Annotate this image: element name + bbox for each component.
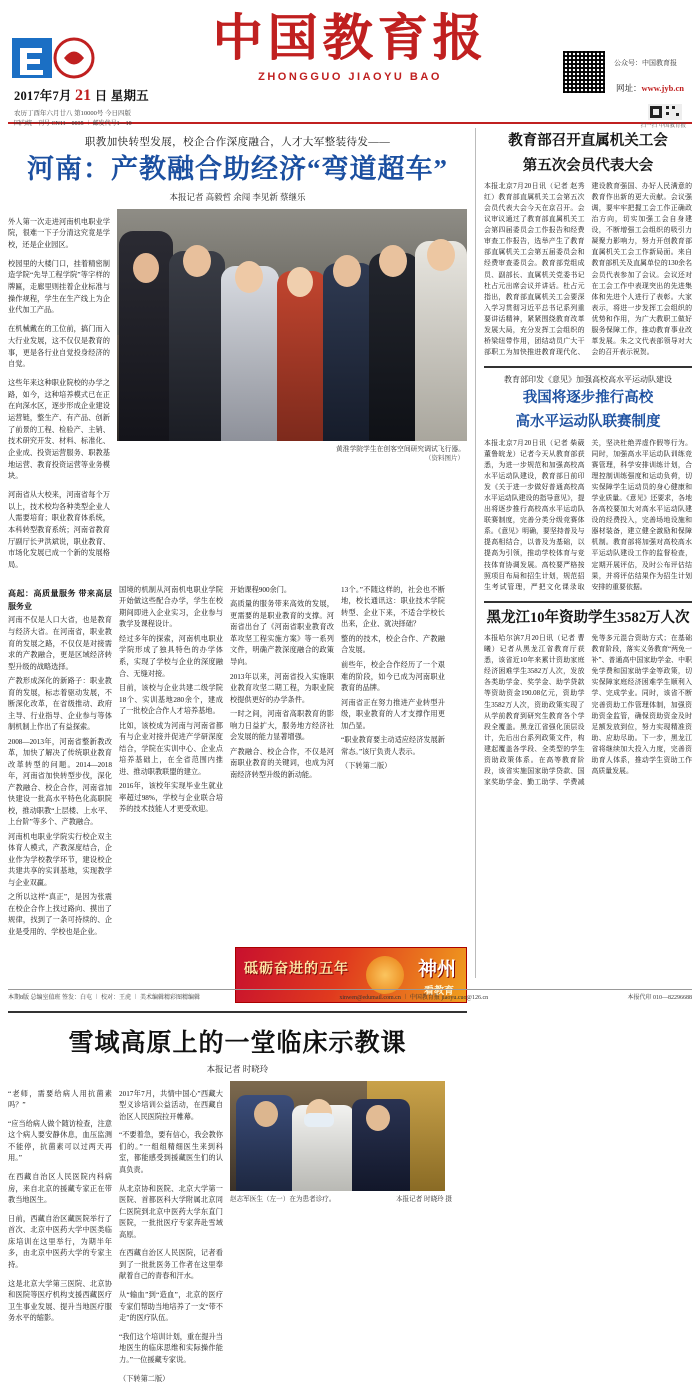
lead-photo-box — [117, 209, 467, 579]
sub-para: “职业教育要主动适应经济发展新常态。”该厅负责人表示。 — [341, 736, 445, 756]
issue-date-block — [14, 84, 164, 119]
right-divider-2 — [484, 601, 692, 603]
sub-para: 2008—2013年，河南省整新教改革，加快了解决了传统职业教育改革转型的问题。2014—2018年，河南省加快转型步伐，深化产教融合、校企合作，河南省加快建设一批高水平特色化高职院校，推动职教“上层楼、上水平、上台阶”等多个、产教融合。 — [8, 737, 112, 827]
sec-para: “老师，需要给病人用抗菌素吗？” — [8, 1089, 112, 1110]
lead-para: 外人第一次走进河南机电职业学院，很难一下子分清这究竟是学校，还是企业园区。 — [8, 217, 110, 249]
secondary-photo-box — [230, 1081, 452, 1392]
sub-para: 前些年，校企合作经历了一个艰难的阶段，如今已成为河南职业教育的品牌。 — [341, 660, 445, 693]
sub-para: 高质量的服务带来高效的发展，更需要的是职业教育的支撑。河南省出台了《河南省职业教育改革攻坚工程实施方案》等一系列文件，明确产教深度融合的政策导向。 — [230, 600, 334, 666]
secondary-body — [8, 1081, 467, 1392]
sec-para: 在西藏自治区人民医院内科病房，来自北京的援藏专家正在带教当地医生。 — [8, 1173, 112, 1205]
sub-para: 13个。”不随这样的，社会也不断地，校长通讯这：职业技术学院转型、企业下来，不适合学校长出来，企业、就决择础？ — [341, 585, 445, 629]
sec-para: “应当给病人做个随访检查，注意这个病人要安静休息，血压监测不能停，抗菌素可以过两天再用。” — [8, 1119, 112, 1163]
right-column — [476, 128, 692, 978]
lead-text-column — [8, 209, 110, 579]
footer-mid: xinwen@edumail.com.cn ︱ 中国教育报 jiaoyu.cuo@126.cn — [339, 995, 489, 1001]
sub-para: 2013年以来，河南省投入实施职业教育攻坚二期工程，为职业院校提供更好的办学条件。 — [230, 672, 334, 704]
sec-para: 2017年7月，共情中国心”西藏大型义诊培训公益活动，在西藏自治区人民医院拉开帷幕。 — [119, 1089, 223, 1121]
qr-code-secondary[interactable] — [648, 104, 682, 120]
lead-para: 校园里的大楼门口，挂着精密制造学院“先导工程学院”等字样的牌匾，走廊里则挂着企业标准与操作规程，学生在生产线上为企业代加工产品。 — [8, 259, 110, 315]
lead-headline: 河南：产教融合助经济“弯道超车” — [27, 154, 448, 184]
date-day: 21 — [74, 87, 92, 104]
sub-para: 之所以这样“真正”，是因为张震在校企合作上找过路向、摸出了规律，找到了一条可持续的、企业是受用的、学校也是企业。 — [8, 893, 112, 936]
lead-photo-credit: （资料图片） — [425, 455, 464, 463]
sec-para-jump: （下转第二版） — [119, 1374, 170, 1383]
right-story2-head1: 我国将逐步推行高校 — [522, 389, 654, 406]
sub-para: 河南不仅是人口大省，也是教育与经济大省。在河南省，职业教育的发展之路，不仅仅是对接需求的产教融合，更是区域经济转型升级的战略选择。 — [8, 616, 112, 671]
sec-para: 在西藏自治区人民医院，记者看到了一批批医务工作者在这里奉献着自己的青春和汗水。 — [119, 1249, 223, 1281]
sub-para: 河南机电职业学院实行校企双主体育人模式，产教深度结合，企业作为学校教学环节，建设校企共建共享的实训基地，实现教学与企业双赢。 — [8, 832, 112, 887]
right-story1-head1: 教育部召开直属机关工会 — [508, 133, 668, 149]
lead-kicker: 职教加快转型发展，校企合作深度融合，人才大军整装待发—— — [84, 137, 391, 148]
sub-para-jump: （下转第二版） — [341, 762, 392, 771]
lead-para: 在机械戴在的工位前，搞门而入大行业发展，这不仅仅是教育的事，更是各行业自觉投身经济的自觉。 — [8, 325, 110, 369]
website-label: 网址： — [615, 83, 642, 93]
right-story2-head2: 高水平运动队联赛制度 — [515, 414, 661, 431]
secondary-col-1 — [8, 1081, 112, 1392]
right-story1-head2: 第五次会员代表大会 — [522, 157, 654, 174]
sub-para: 国境的机制从河南机电职业学院开始做这些配合办学，学生在校期间即进入企业实习，企业参与教学及课程设计。 — [119, 585, 223, 629]
issn-line: 国内统一刊号 CN11—0035 ︱ 邮发代号1—10 — [14, 121, 132, 127]
secondary-photo — [230, 1081, 445, 1191]
sub-para: 产教形成深化的新路子：职业教育的发展，标志着驱动发展，不断深化改革，在省级推动、政府主导、行业指导、企业参与等体制机制上作出了有益探索。 — [8, 677, 112, 732]
sub-column-3 — [230, 585, 334, 942]
sub-para: 整的的技术，校企合作、产教融合发展。 — [341, 634, 445, 655]
sec-para: 从“输血”到“造血”，北京的医疗专家们帮助当地培养了一支“带不走”的医疗队伍。 — [119, 1291, 223, 1323]
wechat-label: 公众号：中国教育报 — [614, 59, 677, 67]
website-url: www.jyb.cn — [641, 83, 684, 93]
sec-photo-caption-text: 赵志军医生（左一）在为患者诊疗。 — [230, 1196, 336, 1204]
sub-para: 一时之间，河南省高职教育的影响力日益扩大，服务地方经济社会发展的能力显著增强。 — [230, 710, 334, 742]
secondary-col-2 — [119, 1081, 223, 1392]
lead-para: 这些年来这种职业院校的办学之路，如今，这种培养模式已在正在向深水区，逐步形成企业建设运营链，整生产、有产品、创新了前景的工程、检验产、主销、技术研究开发、材料、标准化、企业成、投资运营服务、职教基地运营、教育投资运营等业务模块。 — [8, 379, 110, 481]
sec-para: 这是北京大学第三医院、北京协和医院等医疗机构支援西藏医疗卫生事业发展、提升当地医疗服务水平的缩影。 — [8, 1279, 112, 1323]
lead-body — [8, 209, 467, 579]
page-footer — [8, 989, 692, 1001]
secondary-photo-caption — [230, 1193, 452, 1203]
promo-line3: 看教育 — [424, 986, 454, 998]
date-subline: 农历丁酉年六月廿八 第10000号 今日四版 — [14, 110, 131, 118]
sub-para: 开始课程900余门。 — [230, 585, 292, 594]
sec-para: 从北京协和医院、北京大学第一医院、首都医科大学附属北京同仁医院到北京中医药大学东直门医院，一批批医疗专家奔赴雪域高原。 — [119, 1184, 223, 1239]
qr-caption: 扫一扫 中国教育报 — [640, 123, 686, 129]
sub-column-4 — [341, 585, 445, 942]
lead-photo-caption: 黄淮学院学生在创客空间研究调试飞行器。 — [335, 446, 465, 454]
lead-photo — [117, 209, 467, 441]
right-story1-body: 本报北京7月20日讯（记者 赵秀红）教育部直属机关工会第五次会员代表大会今天在京召开。会议审议通过了教育部直属机关工会第四届委员会工作报告和经费审查工作报告，选举产生了教育部直属机关工会第五届委员会和经费审查委员会。教育部党组成员、副部长、直属机关党委书记杜占元出席会议并讲话。杜占元指出，教育部直属机关工会要深入学习贯彻习近平总书记系列重要讲话精神，紧紧围绕教育改革发展大局，充分发挥工会组织的桥梁纽带作用，团结动员广大干部职工为加快推进教育现代化、建设教育强国、办好人民满意的教育作出新的更大贡献。会议强调，要牢牢把握工会工作正确政治方向，切实加强工会自身建设，不断增强工会组织的吸引力凝聚力影响力，努力开创教育部直属机关工会工作新局面。来自教育部机关及直属单位的130余名会员代表参加了会议。会议还对在工会工作中表现突出的先进集体和先进个人进行了表彰。大家表示，将进一步发挥工会组织的优势和作用，为广大教职工做好服务保障工作，推动教育事业改革发展。朱之文代表部领导对大会的召开表示祝贺。 — [484, 183, 692, 356]
right-story2-eyebrow: 教育部印发《意见》加强高校高水平运动队建设 — [504, 374, 672, 384]
sub-para: 比如，该校成为河南与河南省都有与企业对接并促进产学研深度结合，学院在实训中心、企业点培养基础上，在全省范围内推进、推动职教联盟的建立。 — [119, 721, 223, 776]
sec-para: “我们这个培训计划，重在提升当地医生的临床思维和实际操作能力。”一位援藏专家说。 — [119, 1332, 223, 1364]
page-title: 中国教育报 — [212, 10, 488, 66]
sub-para: 河南省正在努力推进产业转型升级，职业教育的人才支撑作用更加凸显。 — [341, 698, 445, 730]
masthead-pinyin: ZHONGGUO JIAOYU BAO — [258, 70, 442, 83]
right-story3-body: 本报哈尔滨7月20日讯（记者 曹曦）记者从黑龙江省教育厅获悉，该省近10年来累计资助家庭经济困难学生3582万人次，发放各类助学金、奖学金、助学贷款等资助资金190.08亿元，资助学生3582万人次，资助政策实现了从学前教育到研究生教育各个学段全覆盖。黑龙江省强化顶层设计，先后出台系列政策文件，构建起覆盖各学段、全类型的学生资助政策体系。在高等教育阶段，该省实施国家助学贷款、国家奖助学金、勤工助学、学费减免等多元混合资助方式；在基础教育阶段，落实义务教育“两免一补”、普通高中国家助学金、中职免学费和国家助学金等政策，切实保障家庭经济困难学生顺利入学、完成学业。同时，该省不断完善资助工作管理体制，加强资助资金监管，确保资助资金及时足额发放到位，努力实现精准资助、应助尽助。下一步，黑龙江省将继续加大投入力度，完善资助育人体系，推动学生资助工作高质量发展。 — [484, 635, 692, 786]
sec-para: 日前，西藏自治区藏医院举行了首次、北京中医药大学中医类临床培训在这里举行，为期半年多，由北京中医药大学的专家主持。 — [8, 1214, 112, 1269]
right-story3-head: 黑龙江10年资助学生3582万人次 — [486, 609, 690, 626]
footer-right: 本报代印 010—82296688 — [627, 995, 692, 1001]
section-divider — [8, 1011, 467, 1013]
sec-para: “不要着急，要有信心，我会教你们的。”一组组精细医生来到科室，都能感受到援藏医生们的认真负责。 — [119, 1131, 223, 1174]
sub-para: 2016年，该校年实现毕业生就业率超过98%，学校与企业联合培养的技术技能人才更受欢迎。 — [119, 782, 223, 814]
secondary-byline: 本报记者 时晓玲 — [206, 1064, 269, 1075]
lead-para: 河南省从大校来，河南省每个万以上，技术校均各种类型企业人人需要培育；职业教育体系统，本科转型教育系统；河南省教育厅副厅长尹洪斌说，职业教育、市场化发展已成一个新的发展格局。 — [8, 491, 110, 570]
sub-subhead: 高起：高质量服务 带来高层服务业 — [8, 588, 112, 611]
sub-para: 经过多年的探索，河南机电职业学院形成了独具特色的办学体系，实现了学校与企业的深度融合、无缝对接。 — [119, 634, 223, 678]
sub-column-1 — [8, 585, 112, 942]
sub-column-2 — [119, 585, 223, 942]
lead-sub-columns — [8, 585, 467, 942]
sec-photo-credit-text: 本报记者 时晓玲 摄 — [395, 1196, 452, 1204]
sub-para: 产教融合、校企合作，不仅是河南职业教育的关键词，也成为河南经济转型升级的新动能。 — [230, 747, 334, 779]
promo-big-text: 神州 — [417, 959, 456, 981]
website-line[interactable] — [616, 82, 684, 94]
sub-para: 目前，该校与企业共建二级学院18个、实训基地280余个，建成了一批校企合作人才培养基地。 — [119, 684, 223, 716]
qr-code-wechat[interactable] — [562, 50, 606, 94]
date-suffix: 日 星期五 — [94, 89, 149, 103]
lead-byline: 本报记者 高毅哲 余闯 李见新 蔡继乐 — [169, 192, 306, 203]
right-divider-1 — [484, 366, 692, 368]
date-prefix: 2017年7月 — [14, 89, 72, 103]
footer-left: 本期8版 总编室值班 签发：白屯 ︱ 校对：王虎 ︱ 美术编辑精彩图精编辑 — [8, 995, 201, 1001]
promo-line1: 砥砺奋进的五年 — [244, 962, 349, 978]
secondary-headline: 雪域高原上的一堂临床示教课 — [68, 1030, 407, 1058]
masthead — [8, 6, 692, 129]
right-story2-body: 本报北京7月20日讯（记者 柴葳 董鲁皖龙）记者今天从教育部获悉，为进一步规范和加强高校高水平运动队建设，教育部日前印发《关于进一步做好普通高校高水平运动队建设的指导意见》，提出将逐步推行高校高水平运动队联赛制度，完善分类分级竞赛体系。《意见》明确，要坚持普及与提高相结合，以普及为基础，以提高为引领，推动学校体育与竞技体育协调发展。高校要严格按照项目布局和招生计划，规范招生考试管理，严把文化课录取关，坚决杜绝弄虚作假等行为。同时，加强高水平运动队训练竞赛管理，科学安排训练计划，合理控制训练强度和运动负荷，切实保障学生运动员的身心健康和学业质量。《意见》还要求，各地各高校要加大对高水平运动队建设的经费投入，完善场地设施和器材装备，建立健全激励和保障机制。教育部将加强对高校高水平运动队建设工作的监督检查，定期开展评估，及时公布评估结果，并将评估结果作为招生计划安排的重要依据。 — [484, 440, 692, 591]
